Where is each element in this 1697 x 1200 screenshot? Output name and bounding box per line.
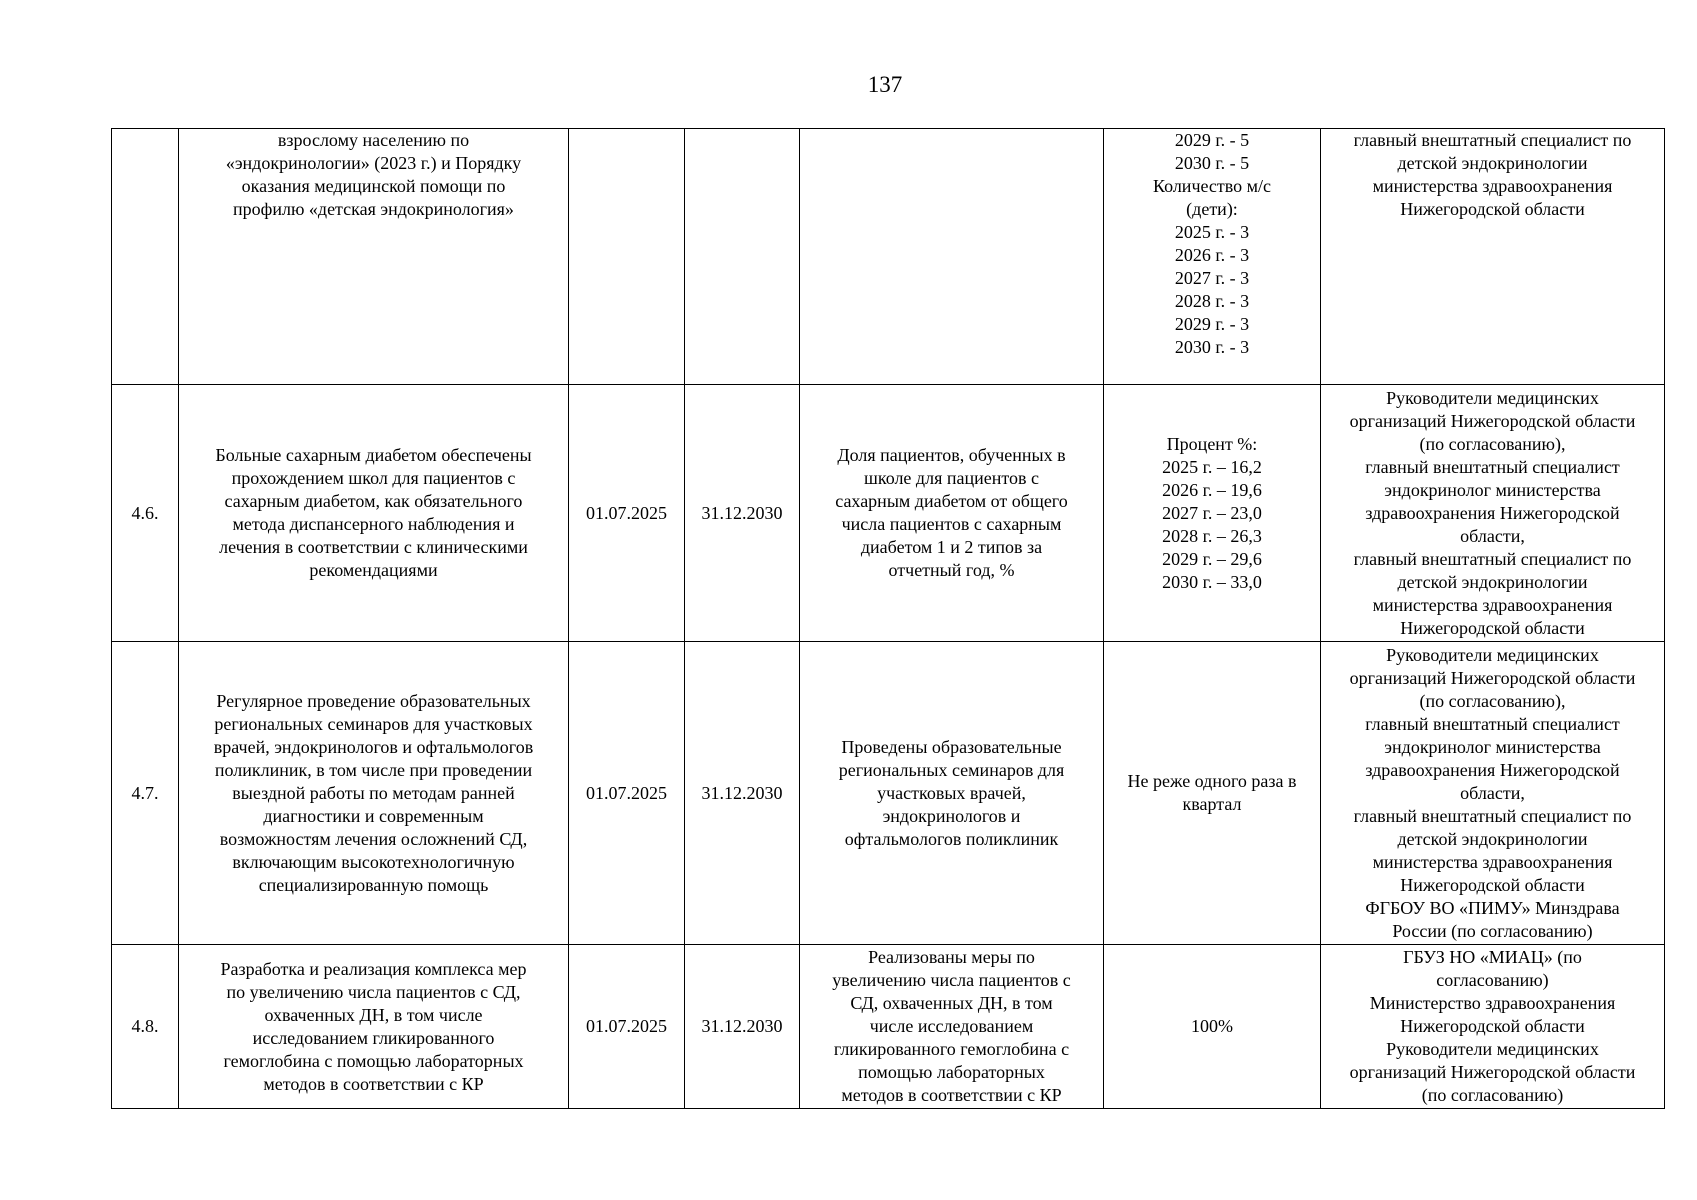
text-line: сахарным диабетом, как обязательного	[224, 491, 523, 511]
text-line: министерства здравоохранения	[1372, 594, 1613, 615]
item-number-cell	[112, 945, 179, 1109]
text-line: 2025 г. - 3	[1174, 222, 1250, 242]
text-line: министерства здравоохранения	[1372, 851, 1613, 872]
page-number: 137	[867, 72, 903, 97]
text-line: ФГБОУ ВО «ПИМУ» Минздрава	[1365, 897, 1620, 918]
responsible-cell	[1321, 385, 1665, 642]
event-text	[185, 129, 562, 221]
event-description-cell	[179, 642, 569, 945]
end-date-cell	[685, 129, 800, 385]
text-line: участковых врачей,	[877, 782, 1026, 803]
indicator-text	[1110, 1015, 1314, 1038]
text-line: здравоохранения Нижегородской	[1365, 759, 1620, 780]
text-line: диагностики и современным	[263, 805, 484, 826]
text-line: возможностям лечения осложнений СД,	[219, 828, 528, 849]
text-line: квартал	[1182, 794, 1242, 814]
event-description-cell	[179, 385, 569, 642]
text-line: 2027 г. – 23,0	[1162, 502, 1262, 523]
result-text	[806, 736, 1097, 851]
text-line: Больные сахарным диабетом обеспечены	[215, 445, 532, 465]
text-line: Руководители медицинских	[1386, 1039, 1599, 1059]
text-line: метода диспансерного наблюдения и	[232, 514, 515, 534]
text-line: офтальмологов поликлиник	[844, 828, 1059, 849]
text-line: (дети):	[1186, 199, 1238, 219]
text-line: Проведены образовательные	[841, 736, 1062, 757]
text-line: 2027 г. - 3	[1174, 268, 1250, 288]
text-line: Доля пациентов, обученных в	[837, 445, 1066, 465]
indicator-cell	[1104, 385, 1321, 642]
text-line: СД, охваченных ДН, в том	[850, 993, 1053, 1013]
text-line: Нижегородской области	[1400, 617, 1585, 638]
text-line: Нижегородской области	[1400, 874, 1585, 895]
text-line: 2025 г. – 16,2	[1162, 456, 1262, 477]
text-line: сахарным диабетом от общего	[835, 491, 1068, 511]
text-line: поликлиник, в том числе при проведении	[214, 759, 533, 780]
item-number-cell	[112, 385, 179, 642]
text-line: по увеличению числа пациентов с СД,	[226, 981, 521, 1002]
start-date-cell	[569, 129, 685, 385]
text-line: (по согласованию)	[1421, 1085, 1564, 1105]
event-text	[185, 444, 562, 582]
text-line: Руководители медицинских	[1386, 644, 1599, 665]
text-line: отчетный год, %	[888, 560, 1015, 580]
text-line: прохождением школ для пациентов с	[231, 468, 516, 488]
text-line: 2028 г. – 26,3	[1162, 525, 1262, 546]
text-line: оказания медицинской помощи по	[241, 176, 506, 196]
text-line: лечения в соответствии с клиническими	[219, 537, 528, 557]
event-text	[185, 958, 562, 1096]
text-line: детской эндокринологии	[1397, 828, 1588, 849]
text-line: Нижегородской области	[1400, 1016, 1585, 1036]
result-description-cell	[800, 385, 1104, 642]
text-line: 2029 г. - 3	[1174, 314, 1250, 334]
text-line: здравоохранения Нижегородской	[1365, 502, 1620, 523]
start-text: 01.07.2025	[586, 782, 667, 803]
responsible-text	[1327, 387, 1658, 640]
text-line: Процент %:	[1166, 433, 1258, 454]
indicator-text	[1110, 433, 1314, 594]
start-text: 01.07.2025	[586, 1016, 667, 1036]
responsible-text	[1327, 946, 1658, 1107]
text-line: гликированного гемоглобина с	[833, 1039, 1070, 1059]
item-number-cell	[112, 129, 179, 385]
end-text: 31.12.2030	[701, 782, 783, 803]
text-line: 100%	[1191, 1016, 1233, 1036]
text-line: детской эндокринологии	[1397, 571, 1588, 592]
text-line: 2030 г. – 33,0	[1162, 571, 1262, 592]
text-line: согласованию)	[1436, 970, 1549, 990]
num-text: 4.7.	[131, 782, 159, 803]
text-line: охваченных ДН, в том числе	[264, 1004, 483, 1025]
table-row	[112, 642, 1665, 945]
indicator-cell	[1104, 642, 1321, 945]
text-line: региональных семинаров для участковых	[214, 713, 533, 734]
end-text: 31.12.2030	[701, 1016, 783, 1036]
text-line: 2030 г. - 3	[1174, 337, 1250, 357]
table-row	[112, 129, 1665, 385]
text-line: школе для пациентов с	[864, 468, 1039, 488]
text-line: организаций Нижегородской области	[1349, 1062, 1636, 1082]
text-line: гемоглобина с помощью лабораторных	[223, 1050, 524, 1071]
text-line: главный внештатный специалист по	[1353, 805, 1632, 826]
text-line: Не реже одного раза в	[1127, 771, 1297, 791]
text-line: России (по согласованию)	[1392, 920, 1593, 941]
text-line: 2029 г. – 29,6	[1162, 548, 1262, 569]
end-date-cell	[685, 642, 800, 945]
text-line: организаций Нижегородской области	[1349, 667, 1636, 688]
text-line: Нижегородской области	[1400, 199, 1585, 219]
indicator-cell	[1104, 129, 1321, 385]
text-line: Количество м/с	[1152, 176, 1272, 196]
text-line: области,	[1460, 525, 1525, 546]
text-line: специализированную помощь	[258, 874, 489, 895]
responsible-cell	[1321, 642, 1665, 945]
end-date-cell	[685, 945, 800, 1109]
text-line: выездной работы по методам ранней	[232, 782, 515, 803]
text-line: главный внештатный специалист	[1365, 456, 1620, 477]
num-text: 4.6.	[131, 502, 159, 523]
text-line: исследованием гликированного	[252, 1027, 495, 1048]
text-line: 2026 г. - 3	[1174, 245, 1250, 265]
text-line: главный внештатный специалист	[1365, 713, 1620, 734]
event-description-cell	[179, 945, 569, 1109]
num-text: 4.8.	[131, 1016, 159, 1036]
start-date-cell	[569, 642, 685, 945]
text-line: Регулярное проведение образовательных	[216, 690, 531, 711]
text-line: числа пациентов с сахарным	[841, 514, 1062, 534]
event-description-cell	[179, 129, 569, 385]
responsible-text	[1327, 129, 1658, 221]
responsible-cell	[1321, 129, 1665, 385]
start-text: 01.07.2025	[586, 502, 667, 523]
responsible-cell	[1321, 945, 1665, 1109]
item-number-cell	[112, 642, 179, 945]
text-line: числе исследованием	[869, 1016, 1034, 1036]
text-line: главный внештатный специалист по	[1353, 130, 1632, 150]
text-line: эндокринолог министерства	[1384, 479, 1601, 500]
text-line: методов в соответствии с КР	[841, 1085, 1062, 1105]
text-line: Министерство здравоохранения	[1369, 993, 1616, 1013]
end-date-cell	[685, 385, 800, 642]
text-line: Реализованы меры по	[868, 947, 1035, 967]
text-line: профилю «детская эндокринология»	[233, 199, 514, 219]
text-line: рекомендациями	[309, 560, 438, 580]
indicator-cell	[1104, 945, 1321, 1109]
indicator-text	[1110, 770, 1314, 816]
text-line: главный внештатный специалист по	[1353, 548, 1632, 569]
table-row	[112, 385, 1665, 642]
text-line: 2029 г. - 5	[1174, 130, 1250, 150]
text-line: «эндокринологии» (2023 г.) и Порядку	[225, 153, 522, 173]
text-line: 2026 г. – 19,6	[1162, 479, 1262, 500]
event-text	[185, 690, 562, 897]
text-line: 2030 г. - 5	[1174, 153, 1250, 173]
text-line: области,	[1460, 782, 1525, 803]
indicator-text	[1110, 129, 1314, 359]
text-line: ГБУЗ НО «МИАЦ» (по	[1403, 947, 1582, 967]
result-description-cell	[800, 945, 1104, 1109]
text-line: эндокринологов и	[882, 805, 1021, 826]
plan-table-body	[112, 129, 1665, 1109]
result-text	[806, 444, 1097, 582]
text-line: (по согласованию),	[1419, 690, 1566, 711]
text-line: министерства здравоохранения	[1372, 176, 1613, 196]
text-line: взрослому населению по	[277, 130, 470, 150]
text-line: помощью лабораторных	[858, 1062, 1045, 1082]
text-line: Руководители медицинских	[1386, 387, 1599, 408]
text-line: организаций Нижегородской области	[1349, 410, 1636, 431]
text-line: региональных семинаров для	[838, 759, 1065, 780]
start-date-cell	[569, 385, 685, 642]
text-line: детской эндокринологии	[1397, 153, 1588, 173]
responsible-text	[1327, 644, 1658, 943]
text-line: эндокринолог министерства	[1384, 736, 1601, 757]
text-line: диабетом 1 и 2 типов за	[860, 537, 1043, 557]
text-line: включающим высокотехнологичную	[232, 851, 515, 872]
start-date-cell	[569, 945, 685, 1109]
text-line: увеличению числа пациентов с	[832, 970, 1071, 990]
plan-table	[111, 128, 1665, 1109]
text-line: (по согласованию),	[1419, 433, 1566, 454]
text-line: 2028 г. - 3	[1174, 291, 1250, 311]
result-description-cell	[800, 642, 1104, 945]
text-line: методов в соответствии с КР	[263, 1073, 484, 1094]
result-text	[806, 946, 1097, 1107]
text-line: врачей, эндокринологов и офтальмологов	[213, 736, 534, 757]
result-description-cell	[800, 129, 1104, 385]
end-text: 31.12.2030	[701, 502, 783, 523]
table-row	[112, 945, 1665, 1109]
text-line: Разработка и реализация комплекса мер	[220, 958, 527, 979]
